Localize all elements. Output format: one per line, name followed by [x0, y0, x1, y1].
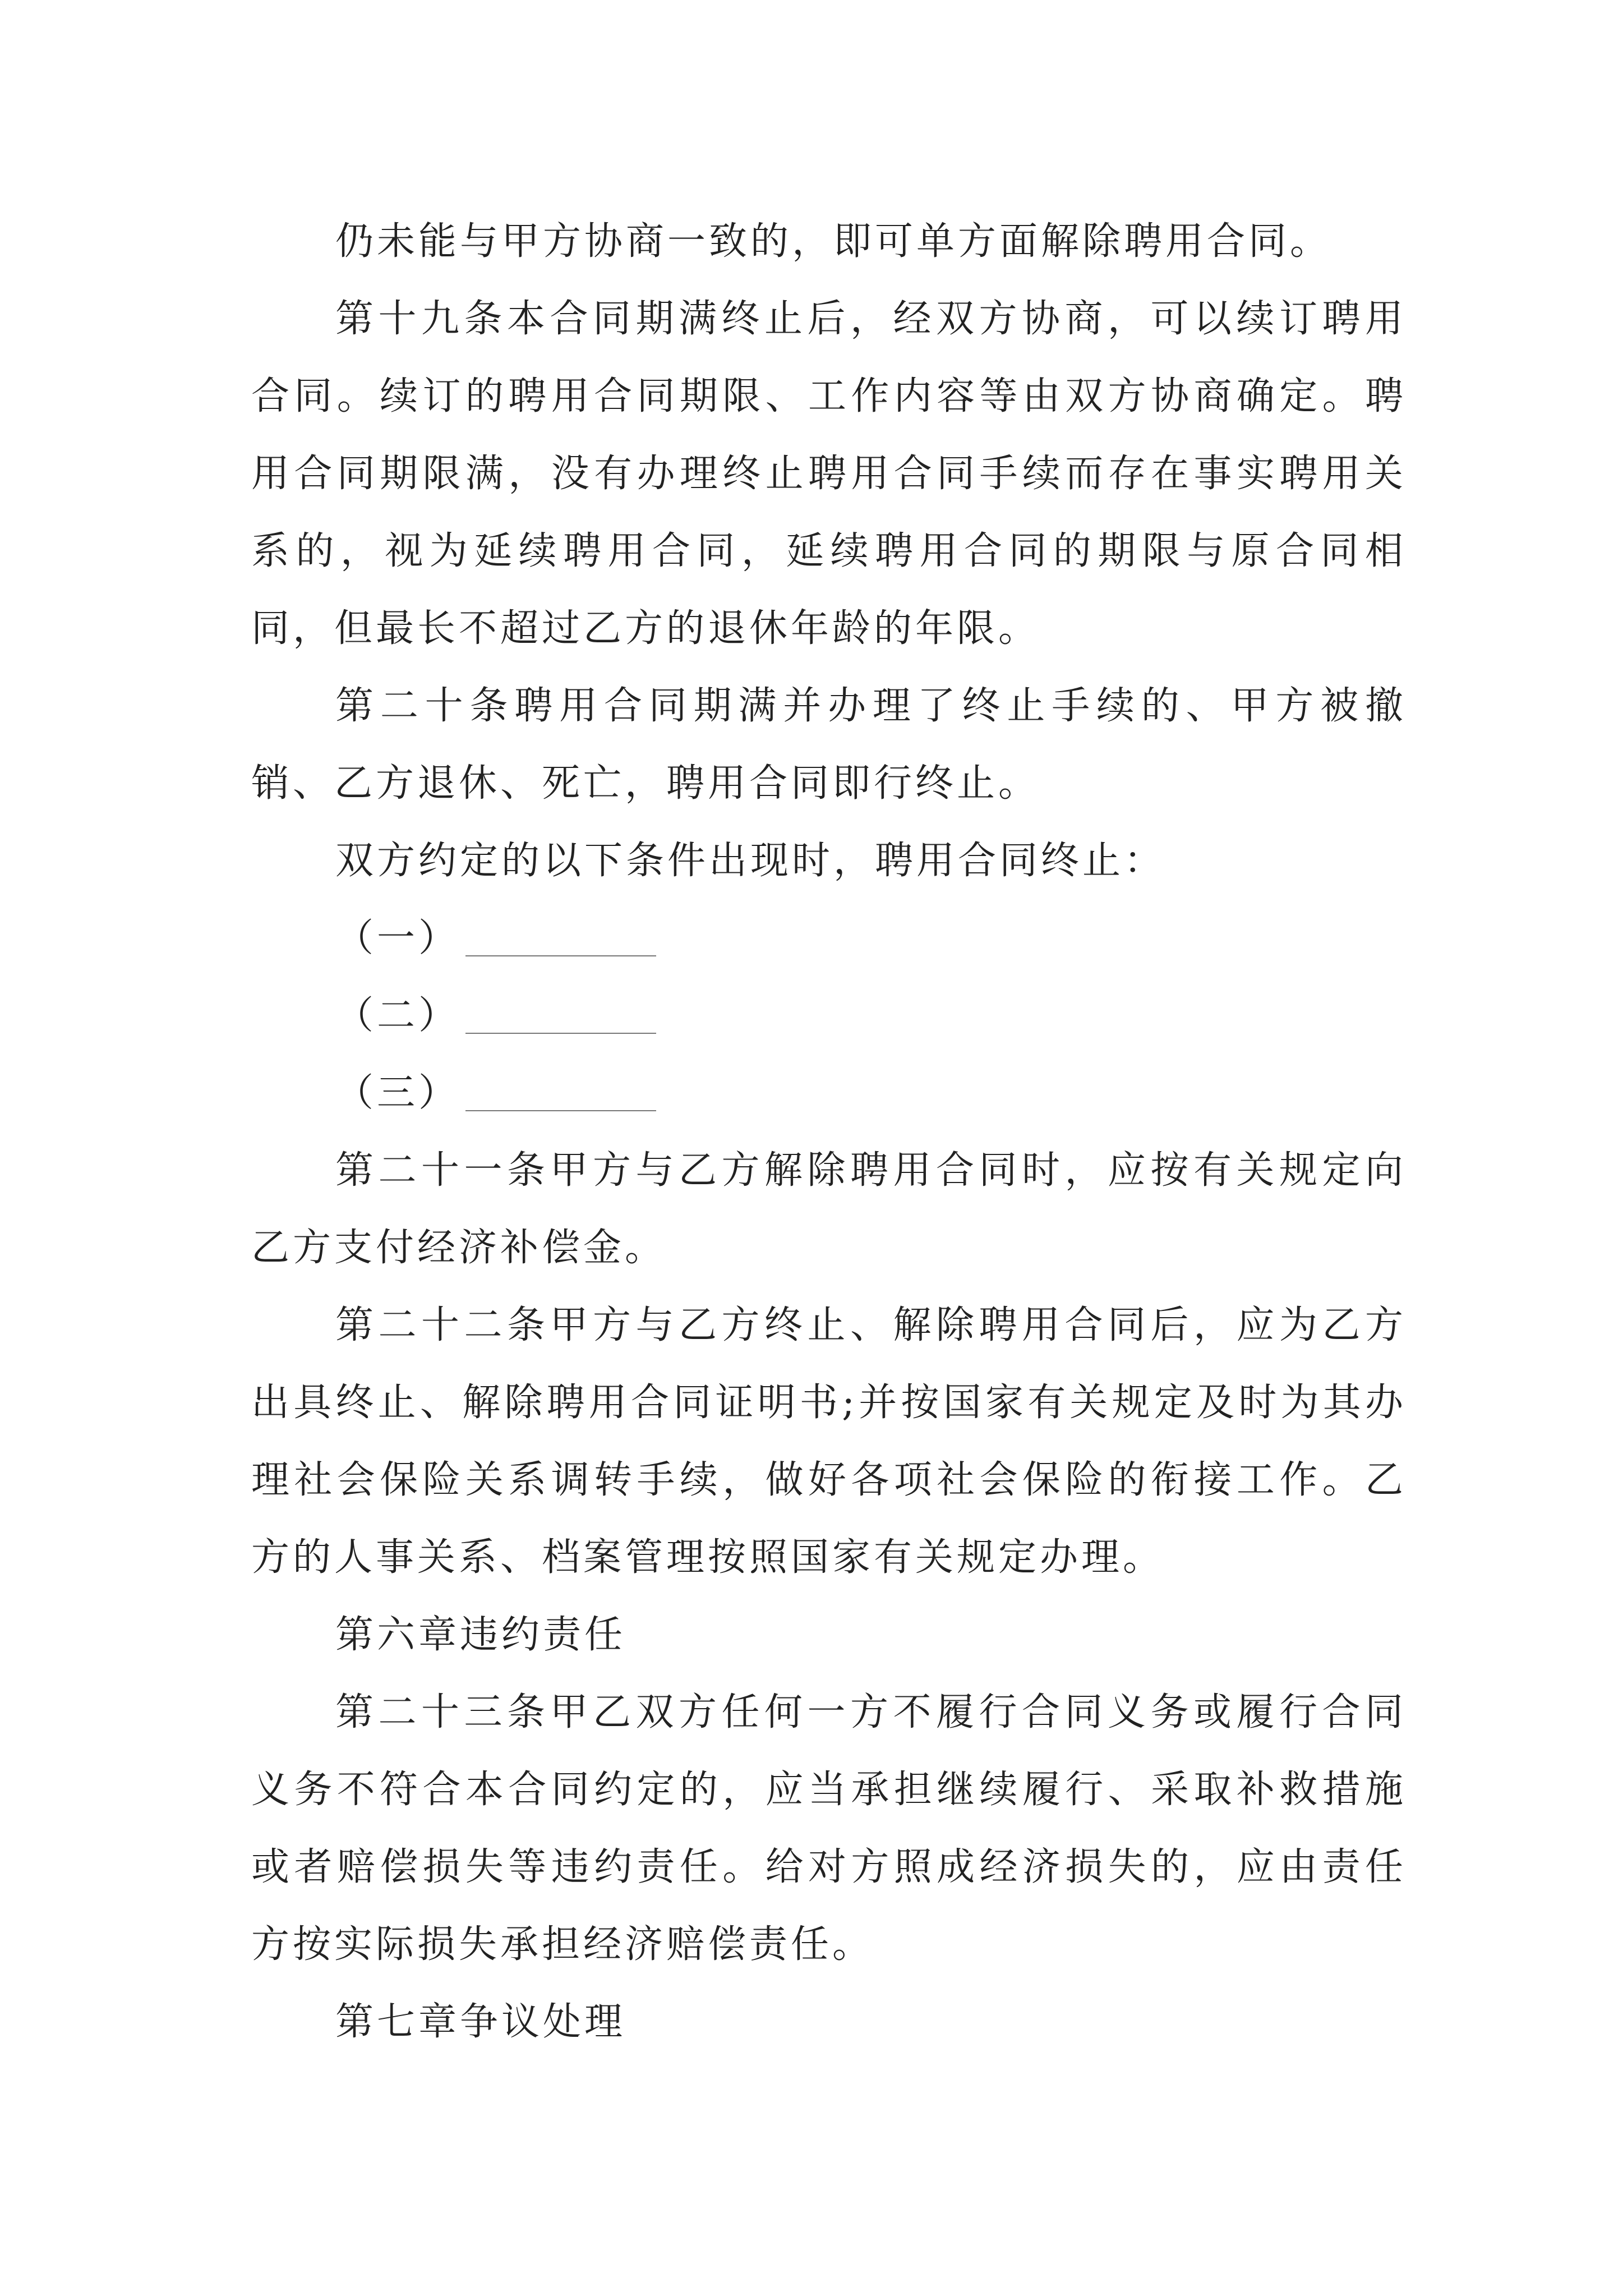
paragraph-article-21: 第二十一条甲方与乙方解除聘用合同时，应按有关规定向乙方支付经济补偿金。: [251, 1148, 1407, 1270]
paragraph-article-19: 第十九条本合同期满终止后，经双方协商，可以续订聘用合同。续订的聘用合同期限、工作内容等由双方协商确定。聘用合同期限满，没有办理终止聘用合同手续而存在事实聘用关系的，视为延续聘用合同，延续聘用合同的期限与原合同相同，但最长不超过乙方的退休年龄的年限。: [251, 297, 1407, 651]
paragraph-article-23: 第二十三条甲乙双方任何一方不履行合同义务或履行合同义务不符合本合同约定的，应当承担继续履行、采取补救措施或者赔偿损失等违约责任。给对方照成经济损失的，应由责任方按实际损失承担经济赔偿责任。: [251, 1690, 1407, 1967]
fill-in-blank-line: [465, 955, 656, 956]
paragraph-article-22: 第二十二条甲方与乙方终止、解除聘用合同后，应为乙方出具终止、解除聘用合同证明书;并按国家有关规定及时为其办理社会保险关系调转手续，做好各项社会保险的衔接工作。乙方的人事关系、档案管理按照国家有关规定办理。: [251, 1303, 1407, 1580]
paragraph-termination-conditions: 双方约定的以下条件出现时，聘用合同终止：: [335, 839, 1166, 883]
chapter-heading-6: 第六章违约责任: [335, 1613, 626, 1657]
fill-in-blank-line: [465, 1033, 656, 1034]
condition-item-label: （一）: [335, 916, 460, 960]
condition-item-1: [251, 900, 1407, 977]
condition-item-label: （三）: [335, 1071, 460, 1115]
fill-in-blank-line: [465, 1110, 656, 1111]
condition-item-3: [251, 1055, 1407, 1132]
paragraph-article-20: 第二十条聘用合同期满并办理了终止手续的、甲方被撤销、乙方退休、死亡，聘用合同即行终止。: [251, 684, 1407, 806]
chapter-heading-7: 第七章争议处理: [335, 2000, 626, 2044]
condition-item-2: [251, 977, 1407, 1055]
document-body: [251, 203, 1407, 2061]
paragraph-continuation: 仍未能与甲方协商一致的，即可单方面解除聘用合同。: [335, 219, 1332, 264]
condition-item-label: （二）: [335, 993, 460, 1038]
